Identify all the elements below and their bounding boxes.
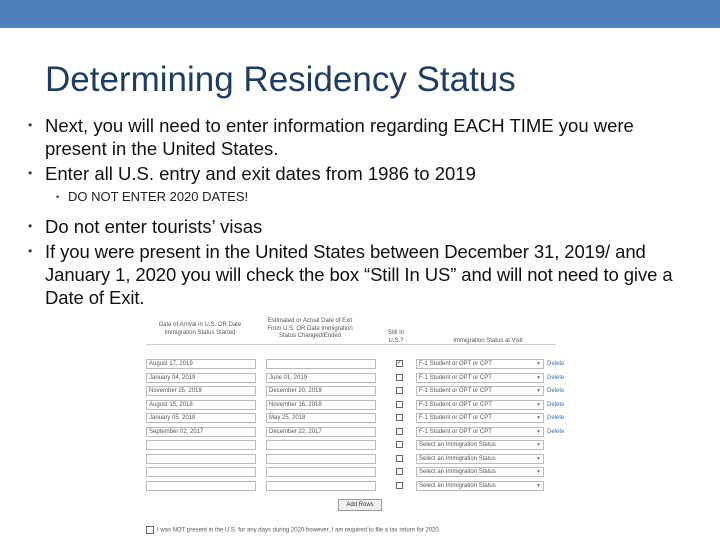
bullet-text: Do not enter tourists’ visas [45,216,263,237]
exit-date-field[interactable]: May 25, 2018 [266,413,376,423]
bullet-dot-icon: • [28,118,33,132]
slide-title: Determining Residency Status [45,60,516,99]
immigration-status-select[interactable] [416,481,544,491]
status-value: F-1 Student or OPT or CPT [419,388,492,394]
chevron-down-icon: ▼ [536,482,541,489]
sub-bullet-item [0,188,700,206]
status-value: F-1 Student or OPT or CPT [419,415,492,421]
immigration-status-select[interactable] [416,467,544,477]
table-row [146,439,571,452]
delete-link[interactable]: Delete [547,415,565,421]
exit-date-field[interactable] [266,481,376,491]
residency-form-screenshot [138,316,572,540]
status-value: F-1 Student or OPT or CPT [419,428,492,435]
not-present-checkbox[interactable] [146,526,154,534]
arrival-date-field[interactable]: January 04, 2019 [146,373,256,383]
chevron-down-icon: ▼ [536,415,541,421]
delete-link[interactable]: Delete [547,388,565,394]
immigration-status-select[interactable] [416,386,544,396]
exit-date-field[interactable] [266,359,376,369]
chevron-down-icon: ▼ [536,469,541,475]
exit-date-field[interactable]: June 01, 2019 [266,373,376,383]
still-in-us-column-header: Still In U.S.? [387,330,405,344]
still-in-us-checkbox[interactable] [396,401,403,408]
top-accent-bar [0,0,720,28]
arrival-date-field[interactable]: November 25, 2018 [146,386,256,396]
still-in-us-checkbox[interactable] [396,428,403,435]
bullet-item [0,215,700,238]
still-in-us-checkbox[interactable] [396,468,403,475]
still-in-us-checkbox[interactable] [396,455,403,462]
bullet-item [0,114,700,160]
chevron-down-icon: ▼ [536,442,541,448]
chevron-down-icon: ▼ [536,428,541,435]
bullet-item [0,240,700,309]
bullet-dot-icon: • [56,192,60,202]
bullet-item [0,162,700,185]
bullet-list [0,114,700,311]
table-row [146,453,571,466]
bullet-text: Next, you will need to enter information regarding EACH TIME you were present in the United States. [45,115,634,159]
chevron-down-icon: ▼ [536,388,541,394]
table-row [146,480,571,493]
status-value: F-1 Student or OPT or CPT [419,401,492,408]
exit-date-field[interactable]: November 16, 2018 [266,400,376,410]
status-value: Select an Immigration Status [419,455,496,462]
immigration-status-select[interactable] [416,454,544,464]
exit-date-field[interactable] [266,440,376,450]
immigration-status-select[interactable] [416,359,544,369]
bullet-dot-icon: • [28,166,33,180]
bullet-dot-icon: • [28,219,33,233]
still-in-us-checkbox[interactable]: ✓ [397,360,403,366]
exit-date-field[interactable] [266,454,376,464]
table-row [146,399,571,412]
immigration-status-select[interactable] [416,413,544,423]
table-row [146,385,571,398]
chevron-down-icon: ▼ [536,401,541,408]
table-row [146,412,571,425]
bullet-dot-icon: • [28,244,33,258]
table-row [146,466,571,479]
delete-link[interactable]: Delete [547,428,565,435]
arrival-date-field[interactable]: January 05, 2018 [146,413,256,423]
arrival-date-field[interactable]: August 17, 2019 [146,359,256,369]
table-row [146,358,571,371]
arrival-date-field[interactable]: September 02, 2017 [146,427,256,437]
exit-date-field[interactable] [266,467,376,477]
chevron-down-icon: ▼ [536,361,541,367]
arrival-column-header: Date of Arrival in U.S. OR Date Immigration Status Started [158,322,242,336]
status-value: F-1 Student or OPT or CPT [419,361,492,367]
status-value: Select an Immigration Status [419,442,496,448]
bullet-text: Enter all U.S. entry and exit dates from 1986 to 2019 [45,163,476,184]
table-row [146,426,571,439]
exit-date-field[interactable]: December 22, 2017 [266,427,376,437]
footnote-text: I was NOT present in the U.S. for any days during 2020 however, I am required to file a tax return for 2020. [157,527,441,534]
bullet-text: If you were present in the United States between December 31, 2019/ and January 1, 2020 you will check the box “Still In US” and will not need to give a Date of Exit. [45,241,673,308]
footnote [146,526,440,534]
still-in-us-checkbox[interactable] [396,414,403,421]
chevron-down-icon: ▼ [536,374,541,381]
sub-bullet-text: DO NOT ENTER 2020 DATES! [68,189,249,204]
arrival-date-field[interactable] [146,440,256,450]
status-value: Select an Immigration Status [419,469,496,475]
still-in-us-checkbox[interactable] [396,441,403,448]
exit-column-header: Estimated or Actual Date of Exit From U.S. OR Date Immigration Status Changed/Ended [267,318,353,339]
arrival-date-field[interactable]: August 15, 2018 [146,400,256,410]
immigration-status-select[interactable] [416,427,544,437]
arrival-date-field[interactable] [146,467,256,477]
status-value: Select an Immigration Status [419,482,496,489]
still-in-us-checkbox[interactable] [396,374,403,381]
status-value: F-1 Student or OPT or CPT [419,374,492,381]
chevron-down-icon: ▼ [536,455,541,462]
delete-link[interactable]: Delete [547,401,565,408]
header-divider [146,344,556,345]
immigration-status-select[interactable] [416,373,544,383]
still-in-us-checkbox[interactable] [396,482,403,489]
still-in-us-checkbox[interactable] [396,387,403,394]
immigration-status-select[interactable] [416,440,544,450]
table-row [146,372,571,385]
immigration-status-select[interactable] [416,400,544,410]
arrival-date-field[interactable] [146,454,256,464]
status-column-header: Immigration Status at Visit [453,338,523,344]
exit-date-field[interactable]: December 20, 2018 [266,386,376,396]
add-rows-button[interactable]: Add Rows [338,499,382,511]
delete-link[interactable]: Delete [547,361,565,367]
arrival-date-field[interactable] [146,481,256,491]
delete-link[interactable]: Delete [547,374,565,381]
